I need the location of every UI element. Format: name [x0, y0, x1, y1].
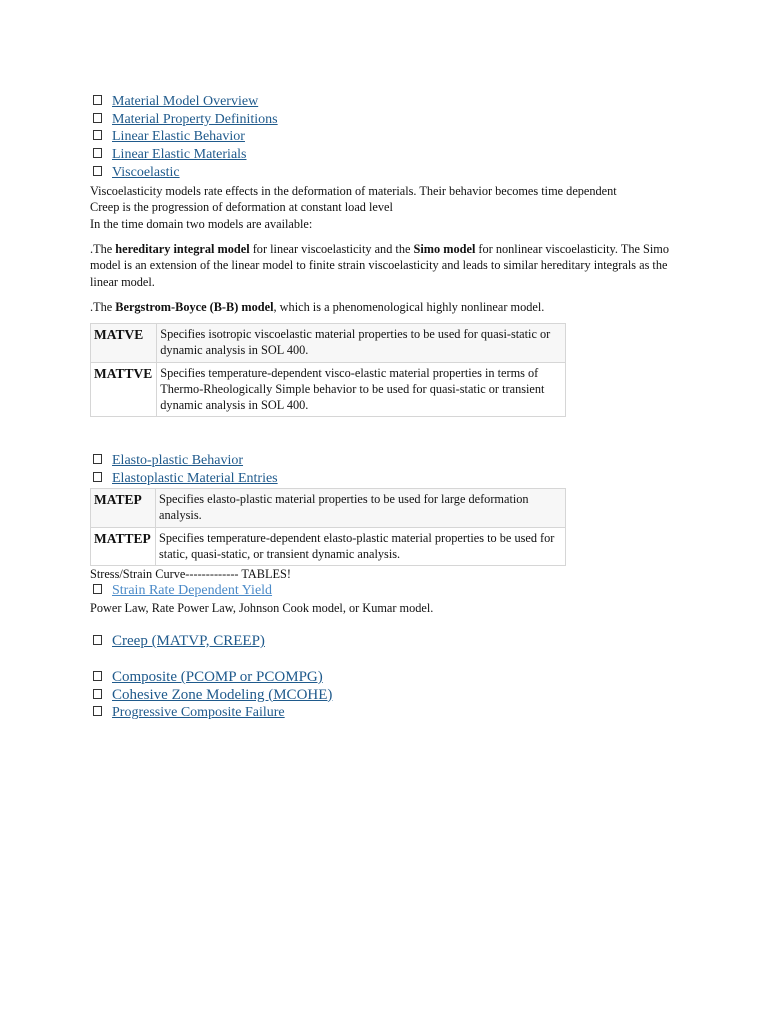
table-key: MATTEP: [91, 527, 156, 566]
checkbox-icon: [93, 635, 102, 645]
link-viscoelastic[interactable]: Viscoelastic: [112, 164, 180, 180]
table-row: [91, 324, 566, 363]
link-linear-elastic-materials[interactable]: Linear Elastic Materials: [112, 147, 247, 163]
list-item: [90, 669, 332, 687]
hereditary-paragraph: [90, 241, 680, 290]
bergstrom-paragraph: [90, 299, 680, 315]
list-item: [90, 687, 332, 705]
table-row: [91, 362, 566, 417]
link-linear-elastic-behavior[interactable]: Linear Elastic Behavior: [112, 129, 245, 145]
table-row: [91, 527, 566, 566]
list-item: [90, 704, 332, 722]
link-strain-rate-dependent-yield[interactable]: Strain Rate Dependent Yield: [112, 583, 273, 598]
table-desc: Specifies temperature-dependent elasto-plastic material properties to be used for static, quasi-static, or transient dynamic analysis.: [156, 527, 566, 566]
table-row: [91, 489, 566, 528]
list-item: [90, 633, 265, 651]
viscoelastic-table: [90, 323, 566, 417]
text-run: for linear viscoelasticity and the: [249, 242, 414, 256]
stress-strain-text: Stress/Strain Curve------------- TABLES!: [90, 567, 291, 581]
text-run: .The: [90, 300, 116, 314]
text-line: In the time domain two models are available:: [90, 216, 313, 231]
table-key: MATVE: [91, 324, 157, 363]
list-item: [90, 452, 278, 470]
text-line: Viscoelasticity models rate effects in the deformation of materials. Their behavior becomes time dependent: [90, 184, 617, 198]
table-desc: Specifies temperature-dependent visco-elastic material properties in terms of Thermo-Rheologically Simple behavior to be used for quasi-static or transient dynamic analysis in SOL 400.: [157, 362, 566, 417]
link-cohesive-zone-modeling[interactable]: Cohesive Zone Modeling (MCOHE): [112, 686, 333, 703]
list-item: [90, 93, 278, 111]
list-item: [90, 164, 278, 182]
checkbox-icon: [93, 472, 102, 482]
link-creep[interactable]: Creep (MATVP, CREEP): [112, 633, 265, 649]
bold-term: hereditary integral model: [115, 242, 250, 256]
text-line: Creep is the progression of deformation at constant load level: [90, 200, 393, 215]
link-composite[interactable]: Composite (PCOMP or PCOMPG): [112, 669, 323, 685]
link-elasto-plastic-behavior[interactable]: Elasto-plastic Behavior: [112, 453, 244, 468]
power-law-text: Power Law, Rate Power Law, Johnson Cook model, or Kumar model.: [90, 601, 434, 615]
link-material-property-definitions[interactable]: Material Property Definitions: [112, 111, 278, 127]
text-run: , which is a phenomenological highly nonlinear model.: [273, 300, 545, 314]
checkbox-icon: [93, 95, 102, 105]
table-key: MATTVE: [91, 362, 157, 417]
table-desc: Specifies elasto-plastic material properties to be used for large deformation analysis.: [156, 489, 566, 528]
list-item: [90, 128, 278, 146]
link-elastoplastic-material-entries[interactable]: Elastoplastic Material Entries: [112, 470, 278, 486]
list-item: [90, 470, 278, 488]
checkbox-icon: [93, 148, 102, 158]
nav-list-top: [90, 93, 278, 182]
table-key: MATEP: [91, 489, 156, 528]
elastoplastic-table: [90, 488, 566, 566]
checkbox-icon: [93, 584, 102, 594]
table-desc: Specifies isotropic viscoelastic material properties to be used for quasi-static or dynamic analysis in SOL 400.: [157, 324, 566, 363]
link-material-model-overview[interactable]: Material Model Overview: [112, 94, 259, 109]
nav-list-bottom: [90, 669, 332, 722]
list-item: [90, 582, 272, 600]
list-item: [90, 146, 278, 164]
checkbox-icon: [93, 454, 102, 464]
checkbox-icon: [93, 706, 102, 716]
checkbox-icon: [93, 689, 102, 699]
nav-list-mid: [90, 452, 278, 487]
checkbox-icon: [93, 113, 102, 123]
bold-term: Bergstrom-Boyce (B-B) model: [115, 300, 274, 314]
list-item: [90, 111, 278, 129]
link-progressive-composite-failure[interactable]: Progressive Composite Failure: [112, 705, 285, 721]
text-run: for nonlinear viscoelasticity. The Simo model is an extension of the linear model to finite strain viscoelasticity and leads to similar hereditary integrals as the linear model.: [90, 242, 669, 289]
checkbox-icon: [93, 130, 102, 140]
viscoelastic-description: [90, 183, 617, 232]
checkbox-icon: [93, 671, 102, 681]
text-run: .The: [90, 242, 116, 256]
bold-term: Simo model: [413, 242, 476, 256]
checkbox-icon: [93, 166, 102, 176]
